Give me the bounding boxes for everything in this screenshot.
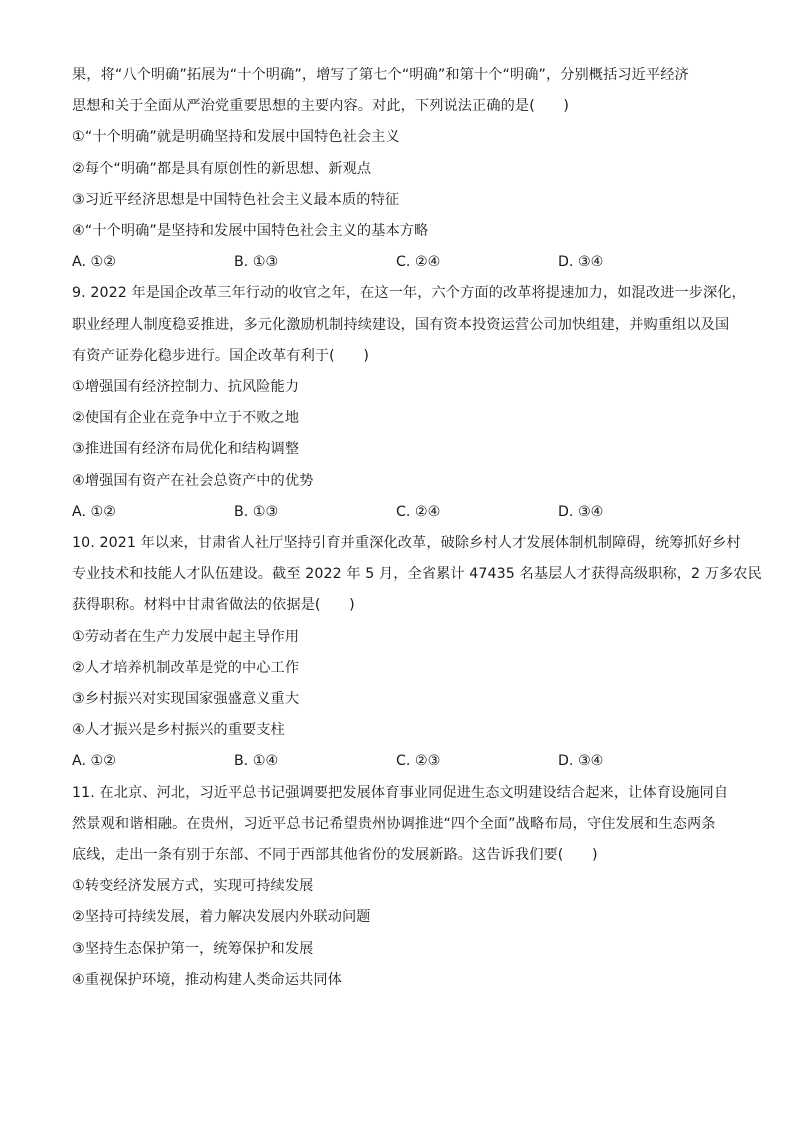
question-stem-line: 9. 2022 年是国企改革三年行动的收官之年，在这一年，六个方面的改革将提速加力，如混改进一步深化，	[72, 285, 746, 302]
answer-options	[72, 497, 722, 528]
statement: ②坚持可持续发展，着力解决发展内外联动问题	[72, 909, 371, 926]
question-stem-line: 底线，走出一条有别于东部、不同于西部其他省份的发展新路。这告诉我们要( )	[72, 847, 598, 864]
option-a: A. ①②	[72, 753, 116, 770]
statement: ①转变经济发展方式，实现可持续发展	[72, 878, 314, 895]
option-d: D. ③④	[558, 503, 604, 520]
option-c: C. ②④	[396, 503, 441, 520]
question-stem-line: 然景观和谐相融。在贵州，习近平总书记希望贵州协调推进“四个全面”战略布局，守住发展和生态两条	[72, 815, 716, 832]
question-8	[72, 60, 722, 278]
statement: ②使国有企业在竞争中立于不败之地	[72, 410, 300, 427]
option-a: A. ①②	[72, 254, 116, 271]
answer-options	[72, 247, 722, 278]
question-10	[72, 528, 762, 778]
question-stem-line: 获得职称。材料中甘肃省做法的依据是( )	[72, 597, 355, 614]
question-stem-line: 果，将“八个明确”拓展为“十个明确”，增写了第七个“明确”和第十个“明确”，分别概括习近平经济	[72, 67, 689, 83]
statement: ④增强国有资产在社会总资产中的优势	[72, 472, 314, 489]
option-b: B. ①④	[234, 753, 279, 770]
answer-options	[72, 746, 722, 777]
statement: ③推进国有经济布局优化和结构调整	[72, 441, 300, 458]
question-stem-line: 职业经理人制度稳妥推进，多元化激励机制持续建设，国有资本投资运营公司加快组建，并购重组以及国	[72, 316, 730, 333]
question-stem-line: 10. 2021 年以来，甘肃省人社厅坚持引育并重深化改革，破除乡村人才发展体制机制障碍，统筹抓好乡村	[72, 535, 741, 552]
question-11	[72, 778, 729, 996]
question-stem-line: 思想和关于全面从严治党重要思想的主要内容。对此，下列说法正确的是( )	[72, 98, 570, 115]
question-stem-line: 11. 在北京、河北，习近平总书记强调要把发展体育事业同促进生态文明建设结合起来，让体育设施同自	[72, 784, 729, 801]
question-stem-line: 有资产证券化稳步进行。国企改革有利于( )	[72, 347, 370, 364]
statement: ③习近平经济思想是中国特色社会主义最本质的特征	[72, 191, 400, 208]
option-d: D. ③④	[558, 753, 604, 770]
statement: ③坚持生态保护第一，统筹保护和发展	[72, 940, 314, 957]
statement: ③乡村振兴对实现国家强盛意义重大	[72, 691, 300, 708]
option-b: B. ①③	[234, 254, 279, 271]
question-9	[72, 278, 746, 528]
statement: ④人才振兴是乡村振兴的重要支柱	[72, 722, 285, 739]
statement: ①劳动者在生产力发展中起主导作用	[72, 628, 300, 645]
statement: ①增强国有经济控制力、抗风险能力	[72, 379, 300, 396]
option-d: D. ③④	[558, 254, 604, 271]
question-stem-line: 专业技术和技能人才队伍建设。截至 2022 年 5 月，全省累计 47435 名基层人才获得高级职称，2 万多农民	[72, 566, 762, 583]
option-a: A. ①②	[72, 503, 116, 520]
document-page	[72, 60, 762, 996]
statement: ①“十个明确”就是明确坚持和发展中国特色社会主义	[72, 129, 400, 146]
option-c: C. ②④	[396, 254, 441, 271]
statement: ④重视保护环境，推动构建人类命运共同体	[72, 971, 342, 988]
option-b: B. ①③	[234, 503, 279, 520]
option-c: C. ②③	[396, 753, 441, 770]
statement: ②每个“明确”都是具有原创性的新思想、新观点	[72, 160, 372, 177]
statement: ②人才培养机制改革是党的中心工作	[72, 659, 300, 676]
statement: ④“十个明确”是坚持和发展中国特色社会主义的基本方略	[72, 223, 429, 240]
